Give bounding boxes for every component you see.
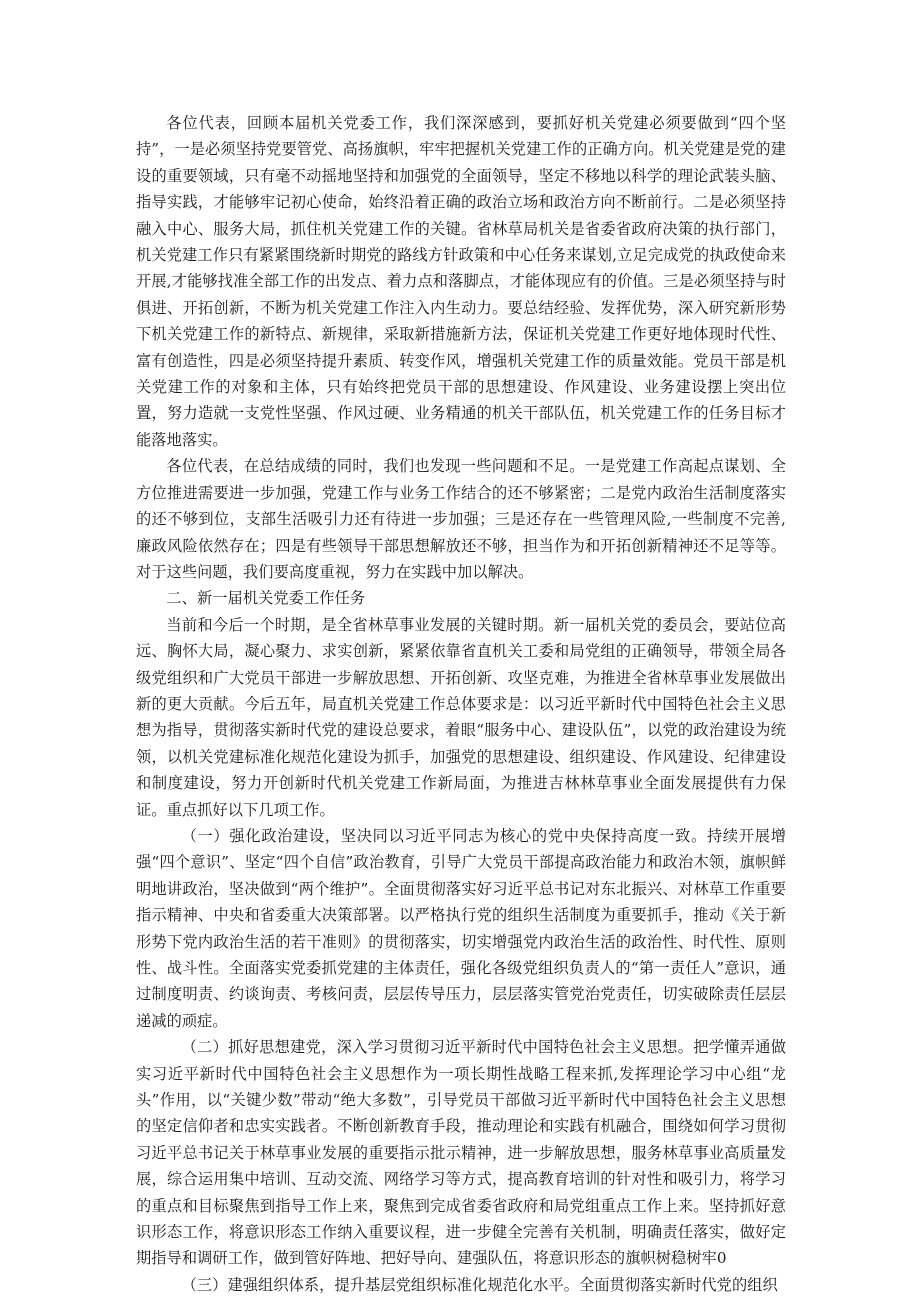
paragraph-problems: 各位代表，在总结成绩的同时，我们也发现一些问题和不足。一是党建工作高起点谋划、全方位推进需要进一步加强，党建工作与业务工作结合的还不够紧密；二是党内政治生活制度落实的还不够到位，支部生活吸引力还有待进一步加强；三是还存在一些管理风险,一些制度不完善,廉政风险依然存在；四是有些领导干部思想解放还不够，担当作为和开拓创新精神还不足等等。对于这些问题，我们要高度重视，努力在实践中加以解决。	[136, 457, 786, 581]
section-heading-tasks: 二、新一届机关党委工作任务	[166, 589, 366, 608]
paragraph-four-persistences: 各位代表，回顾本届机关党委工作，我们深深感到，要抓好机关党建必须要做到“四个坚持”，一是必须坚持党要管党、高扬旗帜，牢牢把握机关党建工作的正确方向。机关党建是党的建设的重要领域，只有毫不动摇地坚持和加强党的全面领导，坚定不移地以科学的理论武装头脑、指导实践，才能够牢记初心使命，始终沿着正确的政治立场和政治方向不断前行。二是必须坚持融入中心、服务大局，抓住机关党建工作的关键。省林草局机关是省委省政府决策的执行部门，机关党建工作只有紧紧围绕新时期党的路线方针政策和中心任务来谋划,立足完成党的执政使命来开展,才能够找准全部工作的出发点、着力点和落脚点，才能体现应有的价值。三是必须坚持与时俱进、开拓创新，不断为机关党建工作注入内生动力。要总结经验、发挥优势，深入研究新形势下机关党建工作的新特点、新规律，采取新措施新方法，保证机关党建工作更好地体现时代性、富有创造性，四是必须坚持提升素质、转变作风，增强机关党建工作的质量效能。党员干部是机关党建工作的对象和主体，只有始终把党员干部的思想建设、作风建设、业务建设摆上突出位置，努力造就一支党性坚强、作风过硬、业务精通的机关干部队伍，机关党建工作的任务目标才能落地落实。	[136, 114, 786, 449]
paragraph-ideological-construction: （二）抓好思想建党，深入学习贯彻习近平新时代中国特色社会主义思想。把学懂弄通做实习近平新时代中国特色社会主义思想作为一项长期性战略工程来抓,发挥理论学习中心组“龙头”作用，以“关键少数”带动“绝大多数”，引导党员干部做习近平新时代中国特色社会主义思想的坚定信仰者和忠实实践者。不断创新教育手段，推动理论和实践有机融合，围绕如何学习贯彻习近平总书记关于林草事业发展的重要指示批示精神，进一步解放思想，服务林草事业高质量发展，综合运用集中培训、互动交流、网络学习等方式，提高教育培训的针对性和吸引力，将学习的重点和目标聚焦到指导工作上来，聚焦到完成省委省政府和局党组重点工作上来。坚持抓好意识形态工作，将意识形态工作纳入重要议程，进一步健全完善有关机制，明确责任落实，做好定期指导和调研工作，做到管好阵地、把好导向、建强队伍，将意识形态的旗帜树稳树牢0	[136, 1038, 786, 1268]
document-page	[136, 110, 786, 1298]
paragraph-political-construction: （一）强化政治建设，坚决同以习近平同志为核心的党中央保持高度一致。持续开展增强“四个意识”、坚定“四个自信”政治教育，引导广大党员干部提高政治能力和政治木领，旗帜鲜明地讲政治，坚决做到“两个维护”。全面贯彻落实好习近平总书记对东北振兴、对林草工作重要指示精神、中央和省委重大决策部署。以严格执行党的组织生活制度为重要抓手，推动《关于新形势下党内政治生活的若干准则》的贯彻落实，切实增强党内政治生活的政治性、时代性、原则性、战斗性。全面落实党委抓党建的主体责任，强化各级党组织负责人的“第一责任人”意识，通过制度明责、约谈询责、考核问责，层层传导压力，层层落实管党治党责任，切实破除责任层层递减的顽症。	[136, 826, 786, 1030]
paragraph-overall-requirements: 当前和今后一个时期，是全省林草事业发展的关键时期。新一届机关党的委员会，要站位高远、胸怀大局，凝心聚力、求实创新，紧紧依靠省直机关工委和局党组的正确领导，带领全局各级党组织和广大党员干部进一步解放思想、开拓创新、攻坚克难，为推进全省林草事业发展做出新的更大贡献。今后五年，局直机关党建工作总体要求是：以习近平新时代中国特色社会主义思想为指导，贯彻落实新时代党的建设总要求，着眼“服务中心、建设队伍”，以党的政治建设为统领，以机关党建标准化规范化建设为抓手，加强党的思想建设、组织建设、作风建设、纪律建设和制度建设，努力开创新时代机关党建工作新局面，为推进吉林林草事业全面发展提供有力保证。重点抓好以下几项工作。	[136, 615, 786, 819]
paragraph-organizational-system: （三）建强组织体系，提升基层党组织标准化规范化水平。全面贯彻落实新时代党的组织	[181, 1275, 778, 1294]
